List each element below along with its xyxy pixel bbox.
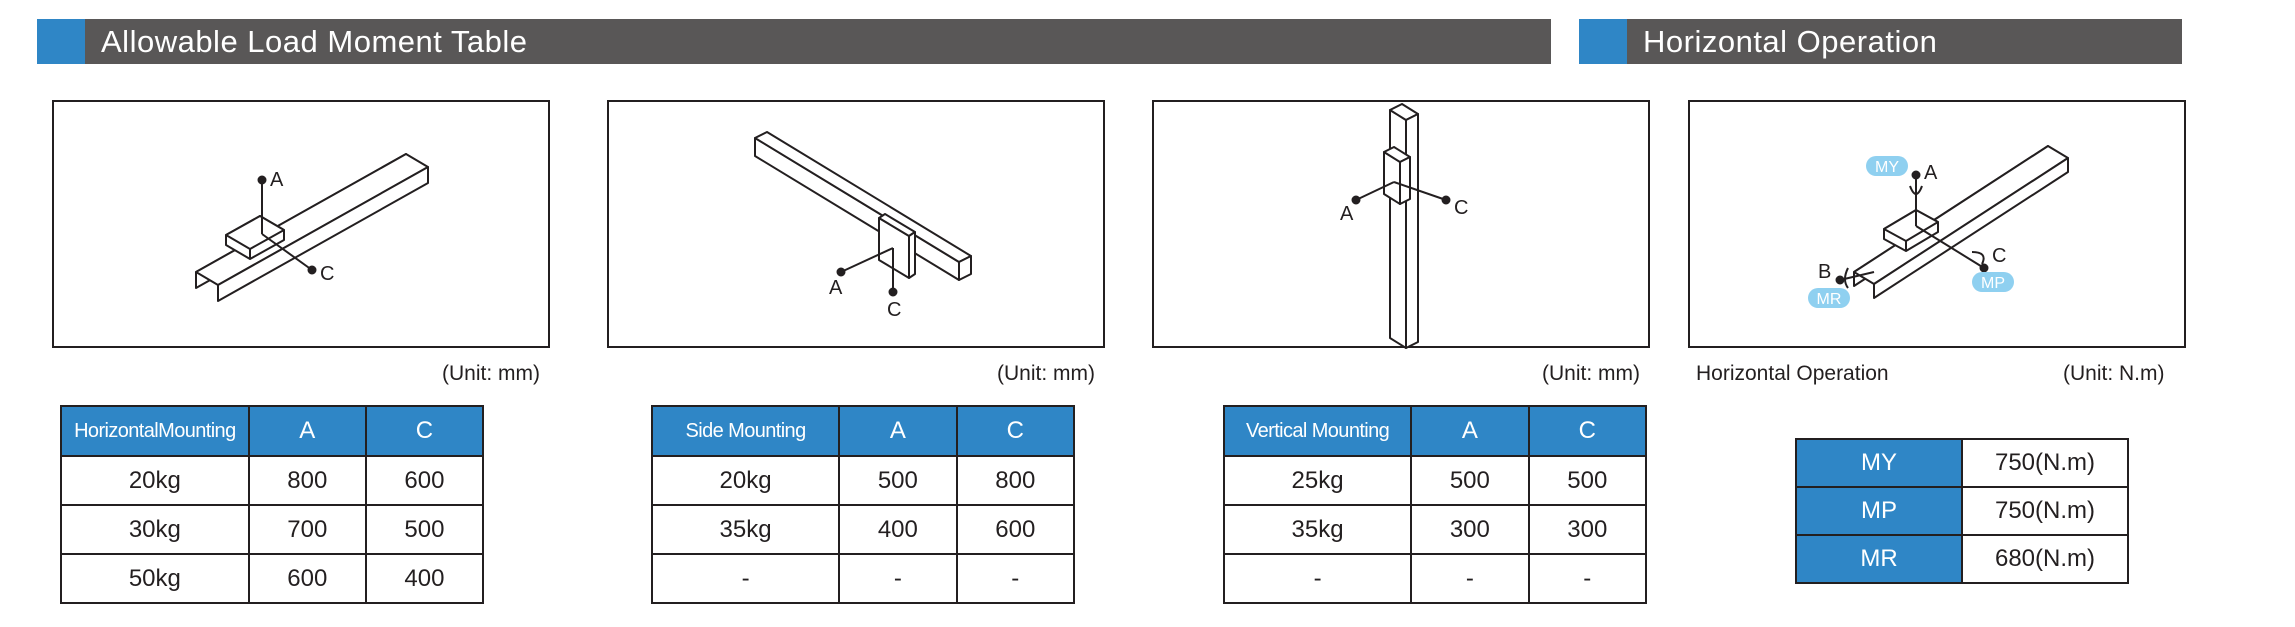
moment-name: MY <box>1796 439 1962 487</box>
label-a: A <box>1924 162 1938 184</box>
table-cell: - <box>839 554 956 603</box>
table-row <box>61 456 483 505</box>
table-cell: 500 <box>366 505 483 554</box>
unit-caption: (Unit: mm) <box>442 362 540 385</box>
table-cell: - <box>1411 554 1528 603</box>
operation-caption: Horizontal Operation <box>1696 362 1889 385</box>
table-cell: 35kg <box>652 505 839 554</box>
table-cell: 700 <box>249 505 366 554</box>
table-row <box>652 505 1074 554</box>
diagram-moment-directions <box>1688 100 2186 348</box>
moment-table <box>1795 438 2129 584</box>
diagram-side-mounting <box>607 100 1105 348</box>
label-c: C <box>1992 245 2007 267</box>
column-header: Vertical Mounting <box>1224 406 1411 456</box>
table-cell: 400 <box>366 554 483 603</box>
label-a: A <box>270 169 284 191</box>
table-cell: 30kg <box>61 505 249 554</box>
table-cell: 300 <box>1411 505 1528 554</box>
badge-mr <box>1808 288 1850 308</box>
column-header: C <box>366 406 483 456</box>
column-header: A <box>1411 406 1528 456</box>
table-header-row <box>61 406 483 456</box>
table-cell: - <box>1529 554 1646 603</box>
table-row <box>1796 535 2128 583</box>
moment-name: MR <box>1796 535 1962 583</box>
table-cell: - <box>652 554 839 603</box>
table-cell: 800 <box>957 456 1074 505</box>
diagram-horizontal-mounting <box>52 100 550 348</box>
column-header: HorizontalMounting <box>61 406 249 456</box>
table-cell: 600 <box>957 505 1074 554</box>
table-cell: 50kg <box>61 554 249 603</box>
table-cell: 25kg <box>1224 456 1411 505</box>
table-cell: 400 <box>839 505 956 554</box>
label-b: B <box>1818 261 1832 283</box>
table-row <box>61 505 483 554</box>
table-cell: 500 <box>1411 456 1528 505</box>
moment-value: 750(N.m) <box>1962 439 2128 487</box>
table-row <box>61 554 483 603</box>
table-row <box>1224 505 1646 554</box>
moment-value: 680(N.m) <box>1962 535 2128 583</box>
section-title: Horizontal Operation <box>1643 24 1938 59</box>
header-accent <box>37 19 85 64</box>
label-c: C <box>887 299 902 321</box>
column-header: A <box>249 406 366 456</box>
side-rail-drawing <box>609 102 1107 350</box>
unit-caption: (Unit: mm) <box>1542 362 1640 385</box>
moment-value: 750(N.m) <box>1962 487 2128 535</box>
table-cell: 500 <box>839 456 956 505</box>
table-cell: 500 <box>1529 456 1646 505</box>
load-table-side <box>651 405 1075 604</box>
table-cell: 600 <box>249 554 366 603</box>
label-c: C <box>320 263 335 285</box>
moment-name: MP <box>1796 487 1962 535</box>
horizontal-rail-drawing <box>54 102 552 350</box>
table-cell: 20kg <box>652 456 839 505</box>
table-row <box>1224 456 1646 505</box>
table-row <box>1224 554 1646 603</box>
section-header-horizontal-operation <box>1579 19 2182 64</box>
svg-text:MR: MR <box>1816 291 1842 308</box>
badge-my <box>1866 156 1908 176</box>
table-cell: - <box>957 554 1074 603</box>
section-title: Allowable Load Moment Table <box>101 24 528 59</box>
unit-caption: (Unit: mm) <box>997 362 1095 385</box>
table-cell: 35kg <box>1224 505 1411 554</box>
load-table-horizontal <box>60 405 484 604</box>
column-header: A <box>839 406 956 456</box>
moment-rail-drawing <box>1690 102 2188 350</box>
table-cell: 300 <box>1529 505 1646 554</box>
svg-text:MP: MP <box>1981 275 2005 292</box>
header-accent <box>1579 19 1627 64</box>
column-header: C <box>1529 406 1646 456</box>
table-row <box>1796 439 2128 487</box>
vertical-rail-drawing <box>1154 102 1652 350</box>
badge-mp <box>1972 272 2014 292</box>
section-header-load-moment <box>37 19 1551 64</box>
table-cell: 20kg <box>61 456 249 505</box>
load-table-vertical <box>1223 405 1647 604</box>
table-cell: - <box>1224 554 1411 603</box>
label-a: A <box>829 277 843 299</box>
column-header: Side Mounting <box>652 406 839 456</box>
table-cell: 600 <box>366 456 483 505</box>
table-header-row <box>652 406 1074 456</box>
column-header: C <box>957 406 1074 456</box>
unit-caption: (Unit: N.m) <box>2063 362 2165 385</box>
table-row <box>652 554 1074 603</box>
svg-text:MY: MY <box>1875 159 1899 176</box>
table-row <box>652 456 1074 505</box>
table-cell: 800 <box>249 456 366 505</box>
diagram-vertical-mounting <box>1152 100 1650 348</box>
label-a: A <box>1340 203 1354 225</box>
table-row <box>1796 487 2128 535</box>
label-c: C <box>1454 197 1469 219</box>
table-header-row <box>1224 406 1646 456</box>
